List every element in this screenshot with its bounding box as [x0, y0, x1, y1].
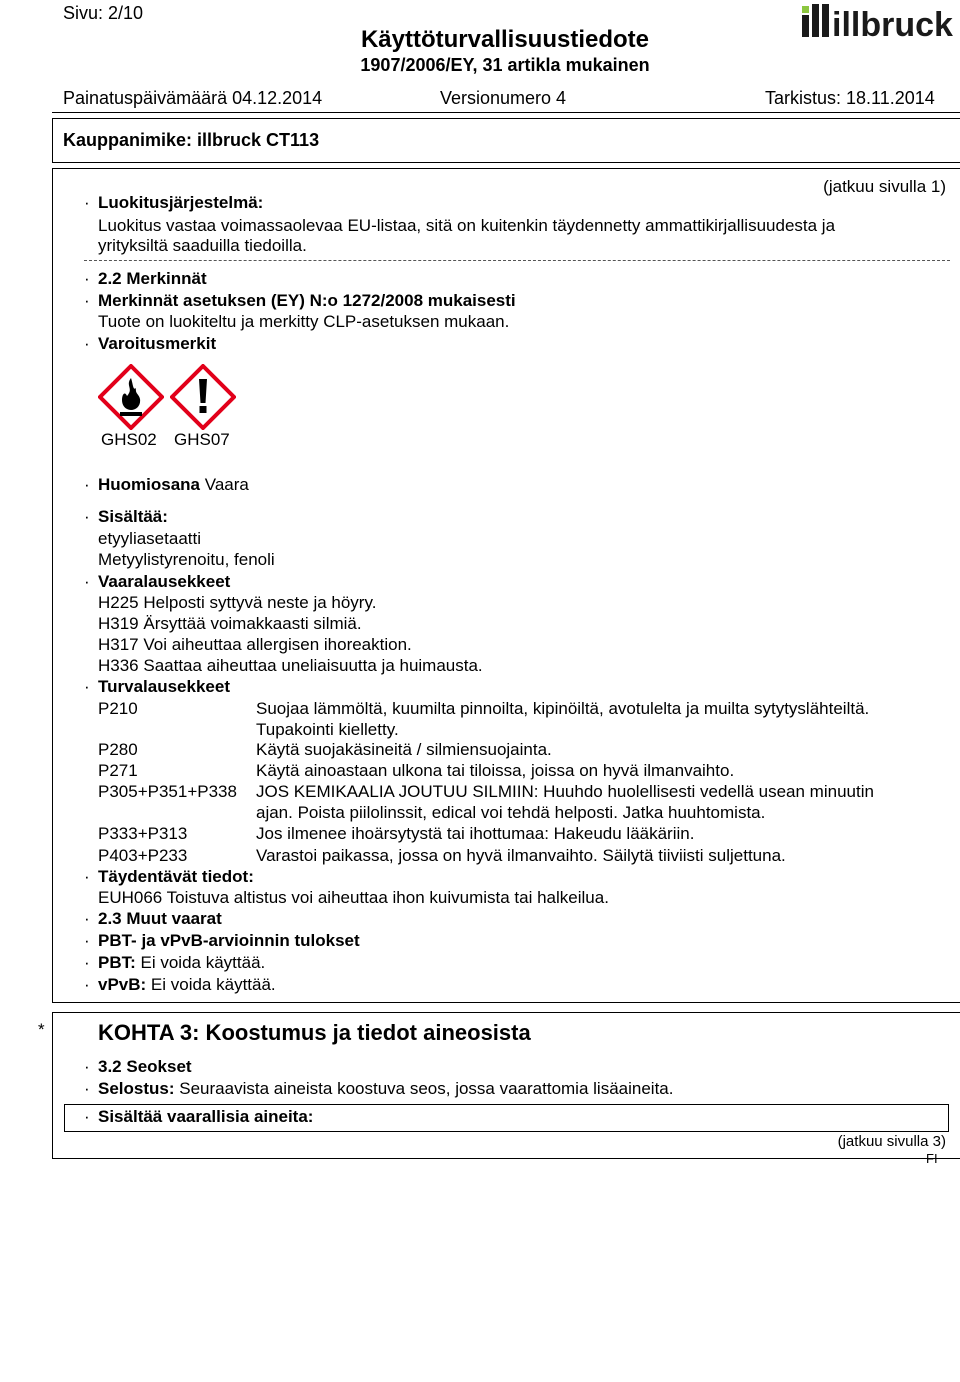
continued-on: (jatkuu sivulla 3) — [837, 1133, 946, 1150]
contains-item: Metyylistyrenoitu, fenoli — [98, 550, 275, 569]
section-divider — [84, 260, 950, 261]
classification-text-1: Luokitus vastaa voimassaolevaa EU-listaa, sitä on kuitenkin täydennetty ammattikirjallisuudesta ja — [98, 216, 836, 235]
exclamation-icon — [170, 364, 236, 430]
supplementary-text: EUH066 Toistuva altistus voi aiheuttaa ihon kuivumista tai halkeilua. — [98, 888, 609, 907]
precaution-text: JOS KEMIKAALIA JOUTUU SILMIIN: Huuhdo huolellisesti vedellä usean minuutin — [256, 782, 874, 801]
other-hazards-heading: 2.3 Muut vaarat — [98, 909, 222, 928]
precaution-code: P280 — [98, 740, 138, 759]
section-2-2-heading: 2.2 Merkinnät — [98, 269, 207, 288]
hazardous-components-label: Sisältää vaarallisia aineita: — [98, 1107, 314, 1126]
flame-icon — [98, 364, 164, 430]
precaution-text: ajan. Poista piilolinssit, edical voi tehdä helposti. Jatka huuhtomista. — [256, 803, 766, 822]
company-logo — [800, 2, 960, 45]
precaution-code: P305+P351+P338 — [98, 782, 237, 801]
version-number: Versionumero 4 — [440, 88, 567, 108]
header-rule — [52, 112, 960, 113]
contains-item: etyyliasetaatti — [98, 529, 201, 548]
precaution-text: Jos ilmenee ihoärsytystä tai ihottumaa: Hakeudu lääkäriin. — [256, 824, 695, 843]
trade-name: Kauppanimike: illbruck CT113 — [63, 130, 320, 150]
hazard-statement: H336 Saattaa aiheuttaa uneliaisuutta ja huimausta. — [98, 656, 483, 675]
classification-text-2: yrityksiltä saaduilla tiedoilla. — [98, 236, 307, 255]
precaution-code: P210 — [98, 699, 138, 718]
signal-word-row: Huomiosana Vaara — [98, 475, 249, 494]
continued-from: (jatkuu sivulla 1) — [823, 177, 946, 196]
print-date: Painatuspäivämäärä 04.12.2014 — [63, 88, 323, 108]
supplementary-label: Täydentävät tiedot: — [98, 867, 254, 886]
revision-marker: * — [38, 1020, 45, 1039]
language-code: FI — [926, 1151, 938, 1166]
regulation-title: Merkinnät asetuksen (EY) N:o 1272/2008 mukaisesti — [98, 291, 516, 310]
pictogram-code-2: GHS07 — [174, 430, 230, 449]
hazard-statement: H317 Voi aiheuttaa allergisen ihoreaktion. — [98, 635, 412, 654]
description-row: Selostus: Seuraavista aineista koostuva seos, jossa vaarattomia lisäaineita. — [98, 1079, 674, 1098]
pictograms-label: Varoitusmerkit — [98, 334, 217, 353]
precaution-code: P403+P233 — [98, 846, 188, 865]
pbt-row: PBT: Ei voida käyttää. — [98, 953, 266, 972]
hazard-statements-label: Vaaralausekkeet — [98, 572, 231, 591]
precaution-text: Suojaa lämmöltä, kuumilta pinnoilta, kipinöiltä, avotulelta ja muilta sytytyslähteiltä. — [256, 699, 870, 718]
precaution-code: P333+P313 — [98, 824, 188, 843]
hazard-statement: H225 Helposti syttyvä neste ja höyry. — [98, 593, 377, 612]
vpvb-row: vPvB: Ei voida käyttää. — [98, 975, 276, 994]
classification-label: Luokitusjärjestelmä: — [98, 193, 264, 212]
hazard-statement: H319 Ärsyttää voimakkaasti silmiä. — [98, 614, 362, 633]
precaution-code: P271 — [98, 761, 138, 780]
regulation-text: Tuote on luokiteltu ja merkitty CLP-asetuksen mukaan. — [98, 312, 510, 331]
document-title: Käyttöturvallisuustiedote — [360, 26, 650, 53]
contains-label: Sisältää: — [98, 507, 168, 526]
precaution-text: Tupakointi kielletty. — [256, 720, 399, 739]
page-number: Sivu: 2/10 — [63, 3, 144, 23]
precaution-label: Turvalausekkeet — [98, 677, 230, 696]
revision-date: Tarkistus: 18.11.2014 — [765, 88, 935, 108]
section-3-title: KOHTA 3: Koostumus ja tiedot aineosista — [98, 1020, 531, 1045]
mixtures-heading: 3.2 Seokset — [98, 1057, 192, 1076]
precaution-text: Käytä suojakäsineitä / silmiensuojainta. — [256, 740, 552, 759]
precaution-text: Käytä ainoastaan ulkona tai tiloissa, joissa on hyvä ilmanvaihto. — [256, 761, 735, 780]
document-subtitle: 1907/2006/EY, 31 artikla mukainen — [360, 55, 650, 75]
pictogram-code-1: GHS02 — [101, 430, 157, 449]
svg-text:illbruck: illbruck — [832, 6, 953, 40]
pbt-results-heading: PBT- ja vPvB-arvioinnin tulokset — [98, 931, 360, 950]
precaution-text: Varastoi paikassa, jossa on hyvä ilmanvaihto. Säilytä tiiviisti suljettuna. — [256, 846, 786, 865]
